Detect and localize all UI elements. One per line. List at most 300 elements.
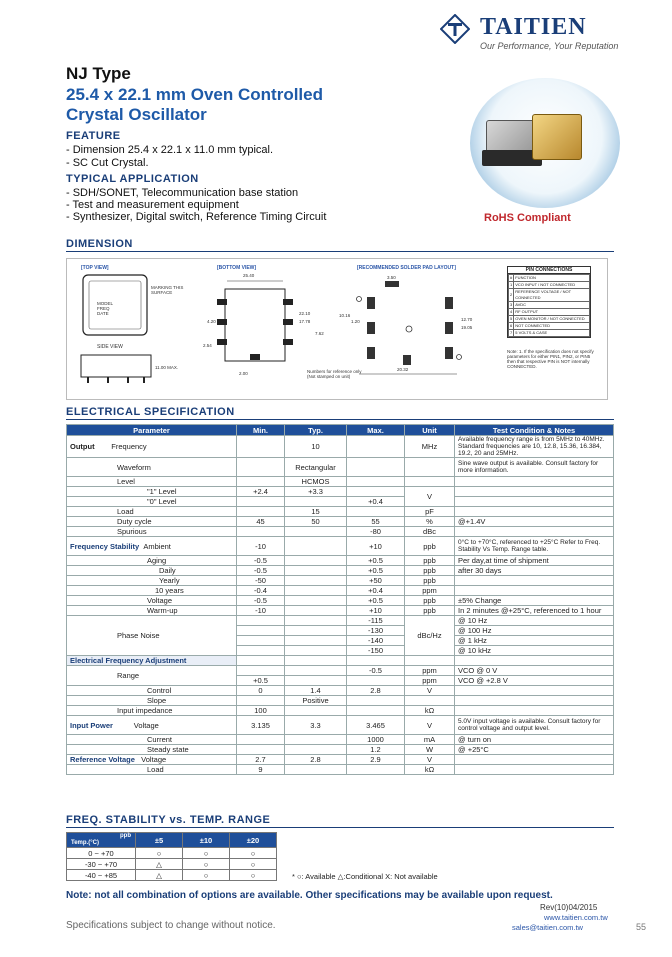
unit-cell: ppm [405, 586, 455, 596]
dim-label: 3.50 [387, 275, 396, 280]
pin-function: 5 VOLTS & CASE [514, 330, 590, 337]
availability: ○ [136, 848, 183, 859]
dim-label: 2.54 [203, 343, 212, 348]
note-cell [455, 755, 614, 765]
dim-label: 22.10 [299, 311, 311, 316]
pin-function: VCO INPUT / NOT CONNECTED [514, 282, 590, 289]
note-cell: VCO @ 0 V [455, 666, 614, 676]
max-cell [347, 487, 405, 497]
bottom-view-label: [BOTTOM VIEW] [217, 265, 257, 271]
max-cell [347, 458, 405, 477]
param-cell: Daily [67, 566, 237, 576]
table-row [67, 716, 614, 735]
min-cell: 3.135 [237, 716, 285, 735]
table-row [67, 586, 614, 596]
pin-row [509, 316, 590, 323]
numbers-note: Numbers for reference only (Not stamped on unit) [307, 369, 362, 379]
pin-row [509, 289, 590, 302]
unit-cell: V [405, 686, 455, 696]
max-cell: 55 [347, 517, 405, 527]
note-cell: @ 1 kHz [455, 636, 614, 646]
note-cell: after 30 days [455, 566, 614, 576]
availability: △ [136, 870, 183, 881]
unit-cell: W [405, 745, 455, 755]
typ-cell [285, 566, 347, 576]
min-cell: +2.4 [237, 487, 285, 497]
unit-cell [405, 696, 455, 706]
min-cell: 0 [237, 686, 285, 696]
unit-cell: ppb [405, 537, 455, 556]
min-cell [237, 696, 285, 706]
group-label: Input Power [70, 720, 113, 730]
typ-cell [285, 646, 347, 656]
pin-row [509, 275, 590, 282]
unit-cell: ppm [405, 666, 455, 676]
unit-cell: ppb [405, 566, 455, 576]
section-divider [66, 419, 614, 420]
dim-label: 12.70 [461, 317, 473, 322]
unit-cell [405, 656, 455, 666]
param-cell: Voltage [67, 596, 237, 606]
typ-cell [285, 586, 347, 596]
table-row [67, 696, 614, 706]
feature-item: - Dimension 25.4 x 22.1 x 11.0 mm typical. [66, 144, 274, 156]
max-cell: -0.5 [347, 666, 405, 676]
unit-cell: ppb [405, 556, 455, 566]
dim-label: 17.78 [299, 319, 311, 324]
unit-cell: MHz [405, 436, 455, 458]
typ-cell [285, 636, 347, 646]
table-row [67, 706, 614, 716]
max-cell [347, 676, 405, 686]
max-cell: +0.5 [347, 596, 405, 606]
min-cell [237, 656, 285, 666]
min-cell [237, 497, 285, 507]
min-cell [237, 636, 285, 646]
param-cell [67, 755, 237, 765]
max-cell [347, 656, 405, 666]
unit-cell: ppm [405, 676, 455, 686]
pin-function: NOT CONNECTED [514, 323, 590, 330]
max-cell: +10 [347, 606, 405, 616]
typ-cell: Rectangular [285, 458, 347, 477]
note-cell [455, 497, 614, 507]
pin-title: PIN CONNECTIONS [508, 267, 590, 274]
unit-cell: dBc [405, 527, 455, 537]
column-header: Min. [237, 425, 285, 436]
param-cell: Duty cycle [67, 517, 237, 527]
product-title-line2: Crystal Oscillator [66, 105, 207, 124]
note-cell: @ 10 kHz [455, 646, 614, 656]
min-cell: -10 [237, 537, 285, 556]
pin-no: 3 [510, 302, 513, 307]
note-cell [455, 507, 614, 517]
note-cell [455, 576, 614, 586]
table-row [67, 576, 614, 586]
availability: ○ [183, 870, 230, 881]
typ-cell [285, 765, 347, 775]
pin-no: 6 [510, 323, 513, 328]
marking-label: MARKING THIS SURFACE [151, 285, 184, 295]
corner-temp: Temp.(°C) [71, 840, 99, 846]
table-row [67, 487, 614, 497]
feature-heading: FEATURE [66, 130, 121, 142]
typ-cell: 3.3 [285, 716, 347, 735]
side-view-outline [81, 355, 151, 377]
param-cell: Warm-up [67, 606, 237, 616]
column-header: Parameter [67, 425, 237, 436]
typ-cell: 15 [285, 507, 347, 517]
unit-cell: mA [405, 735, 455, 745]
footer-notice: Specifications subject to change without notice. [66, 920, 276, 931]
note-cell: In 2 minutes @+25°C, referenced to 1 hour [455, 606, 614, 616]
electrical-spec-table [66, 424, 614, 775]
website-link[interactable]: www.taitien.com.tw [544, 913, 608, 922]
pin-function: RF OUTPUT [514, 309, 590, 316]
unit-cell: pF [405, 507, 455, 517]
table-row [67, 537, 614, 556]
pin-no: 4 [510, 309, 513, 314]
unit-cell: kΩ [405, 765, 455, 775]
dim-label: 20.32 [397, 367, 409, 372]
param-cell: Control [67, 686, 237, 696]
availability-legend: * ○: Available △:Conditional X: Not available [292, 872, 438, 881]
max-cell [347, 436, 405, 458]
max-cell: +0.5 [347, 566, 405, 576]
top-view-label: [TOP VIEW] [81, 265, 109, 271]
note-cell [455, 706, 614, 716]
min-cell: -10 [237, 606, 285, 616]
table-header [67, 425, 614, 436]
application-heading: TYPICAL APPLICATION [66, 173, 199, 185]
bottom-view-outline [225, 289, 285, 361]
table-row [67, 859, 277, 870]
taitien-logo-icon [440, 14, 470, 44]
max-cell: +0.5 [347, 556, 405, 566]
unit-cell: V [405, 716, 455, 735]
max-cell: +10 [347, 537, 405, 556]
pin-row [509, 309, 590, 316]
min-cell: -0.5 [237, 556, 285, 566]
min-cell: -50 [237, 576, 285, 586]
pin-no: 7 [510, 330, 513, 335]
param-label: Voltage [133, 720, 159, 730]
max-cell: 3.465 [347, 716, 405, 735]
product-type: NJ Type [66, 64, 131, 83]
corner-ppb: ppb [120, 833, 131, 839]
pin-function: AVDC [514, 302, 590, 309]
note-cell [455, 656, 614, 666]
max-cell [347, 696, 405, 706]
param-cell: Load [67, 507, 237, 517]
table-row [67, 848, 277, 859]
freq-stability-heading: FREQ. STABILITY vs. TEMP. RANGE [66, 814, 271, 826]
max-cell: -140 [347, 636, 405, 646]
min-cell [237, 458, 285, 477]
typ-cell: 1.4 [285, 686, 347, 696]
typ-cell [285, 556, 347, 566]
pin-no: # [510, 275, 513, 280]
column-header: Typ. [285, 425, 347, 436]
max-cell: -150 [347, 646, 405, 656]
availability: △ [136, 859, 183, 870]
dim-label: 1.20 [351, 319, 360, 324]
unit-cell: ppb [405, 596, 455, 606]
temp-range: -30 ~ +70 [67, 859, 136, 870]
brand-slogan: Our Performance, Your Reputation [480, 41, 619, 51]
param-cell: Load [67, 765, 237, 775]
param-label: Ambient [143, 541, 171, 551]
typ-cell: 2.8 [285, 755, 347, 765]
min-cell: +0.5 [237, 676, 285, 686]
min-cell: -0.5 [237, 596, 285, 606]
pin-function: REFERENCE VOLTAGE / NOT CONNECTED [514, 289, 590, 302]
pin-function: FUNCTION [514, 275, 590, 282]
min-cell: 2.7 [237, 755, 285, 765]
column-header: Unit [405, 425, 455, 436]
table-row [67, 556, 614, 566]
min-cell [237, 527, 285, 537]
param-cell: Aging [67, 556, 237, 566]
typ-cell [285, 576, 347, 586]
min-cell [237, 646, 285, 656]
pin-row [509, 323, 590, 330]
note-cell: Sine wave output is available. Consult factory for more information. [455, 458, 614, 477]
table-row [67, 745, 614, 755]
note-cell: Available frequency range is from 5MHz to 40MHz. Standard frequencies are 10, 12.8, 15.36, 16.384, 19.2, 20 and 25MHz. [455, 436, 614, 458]
max-cell: 2.8 [347, 686, 405, 696]
param-cell: Current [67, 735, 237, 745]
min-cell [237, 626, 285, 636]
pin-connections-table [507, 266, 591, 338]
pin-row [509, 330, 590, 337]
availability: ○ [230, 870, 277, 881]
unit-cell: % [405, 517, 455, 527]
unit-cell: kΩ [405, 706, 455, 716]
product-title-line1: 25.4 x 22.1 mm Oven Controlled [66, 85, 323, 104]
pin-function: OVEN MONITOR / NOT CONNECTED [514, 316, 590, 323]
max-cell: 2.9 [347, 755, 405, 765]
typ-cell [285, 626, 347, 636]
table-row [67, 606, 614, 616]
typ-cell: HCMOS [285, 477, 347, 487]
section-divider [66, 827, 614, 828]
typ-cell [285, 666, 347, 676]
min-cell [237, 735, 285, 745]
min-cell [237, 436, 285, 458]
corner-header [67, 833, 136, 848]
note-cell [455, 686, 614, 696]
freq-stability-table [66, 832, 277, 881]
dim-label: 25.40 [243, 273, 255, 278]
note-cell: @ 100 Hz [455, 626, 614, 636]
dimension-heading: DIMENSION [66, 238, 133, 250]
note-cell [455, 487, 614, 497]
group-label: Frequency Stability [70, 541, 140, 551]
column-header: Max. [347, 425, 405, 436]
temp-range: -40 ~ +85 [67, 870, 136, 881]
unit-cell: ppb [405, 606, 455, 616]
note-cell: @ +25°C [455, 745, 614, 755]
section-divider [66, 251, 614, 252]
group-label: Electrical Frequency Adjustment [67, 656, 237, 666]
unit-cell: V [405, 487, 455, 507]
rohs-badge: RoHS Compliant [484, 212, 571, 224]
note-cell: @ 10 Hz [455, 616, 614, 626]
min-cell: 9 [237, 765, 285, 775]
typ-cell [285, 527, 347, 537]
electrical-heading: ELECTRICAL SPECIFICATION [66, 406, 235, 418]
table-row [67, 735, 614, 745]
max-cell [347, 765, 405, 775]
max-cell: -130 [347, 626, 405, 636]
max-cell: +0.4 [347, 497, 405, 507]
email-link[interactable]: sales@taitien.com.tw [512, 923, 583, 932]
pin-no: 2 [509, 289, 514, 302]
note-cell: @ turn on [455, 735, 614, 745]
note-cell [455, 696, 614, 706]
max-cell: 1.2 [347, 745, 405, 755]
pin-row [509, 282, 590, 289]
max-cell [347, 477, 405, 487]
options-note: Note: not all combination of options are available. Other specifications may be available upon request. [66, 890, 553, 901]
param-cell: Range [67, 666, 237, 686]
note-cell: VCO @ +2.8 V [455, 676, 614, 686]
table-row [67, 517, 614, 527]
param-cell: Slope [67, 696, 237, 706]
param-cell: "0" Level [67, 497, 237, 507]
table-row [67, 497, 614, 507]
group-label: Reference Voltage [70, 755, 135, 764]
param-cell: Steady state [67, 745, 237, 755]
pin-note: Note: 1. If the specification does not specify parameters for either PIN1, PIN2, or PIN5 then that respective PIN is NOT internally CONNECTED. [507, 349, 594, 369]
param-cell: Phase Noise [67, 616, 237, 656]
param-cell: "1" Level [67, 487, 237, 497]
param-cell: Level [67, 477, 237, 487]
application-item: - SDH/SONET, Telecommunication base station [66, 187, 299, 199]
min-cell [237, 616, 285, 626]
taitien-logo [440, 14, 640, 54]
column-header: ±5 [136, 833, 183, 848]
min-cell [237, 477, 285, 487]
max-cell: -80 [347, 527, 405, 537]
pad-layout-label: [RECOMMENDED SOLDER PAD LAYOUT] [357, 265, 456, 271]
param-cell: Spurious [67, 527, 237, 537]
max-cell: +0.4 [347, 586, 405, 596]
typ-cell: 10 [285, 436, 347, 458]
pin-no: 1 [510, 282, 513, 287]
column-header: ±20 [230, 833, 277, 848]
min-cell [237, 507, 285, 517]
min-cell: -0.4 [237, 586, 285, 596]
application-item: - Test and measurement equipment [66, 199, 239, 211]
dim-label: 11.00 MAX. [155, 365, 179, 370]
table-row [67, 527, 614, 537]
availability: ○ [230, 859, 277, 870]
param-cell [67, 537, 237, 556]
availability: ○ [183, 859, 230, 870]
typ-cell: 50 [285, 517, 347, 527]
typ-cell [285, 656, 347, 666]
revision: Rev(10)04/2015 [540, 903, 598, 912]
table-row [67, 656, 614, 666]
note-cell [455, 765, 614, 775]
unit-cell [405, 458, 455, 477]
max-cell: +50 [347, 576, 405, 586]
oscillator-image-gold [532, 114, 582, 160]
table-row [67, 507, 614, 517]
dimension-drawing [66, 258, 608, 400]
page-number: 55 [636, 922, 647, 932]
table-row [67, 436, 614, 458]
feature-item: - SC Cut Crystal. [66, 157, 149, 169]
min-cell: 100 [237, 706, 285, 716]
param-cell: Waveform [67, 458, 237, 477]
dim-label: 10.16 [339, 313, 351, 318]
model-label: MODEL FREQ DATE [97, 301, 113, 316]
dimension-drawing-svg [67, 259, 507, 399]
pin-row [509, 302, 590, 309]
max-cell: -115 [347, 616, 405, 626]
min-cell [237, 745, 285, 755]
param-cell: Yearly [67, 576, 237, 586]
table-row [67, 755, 614, 765]
typ-cell: Positive [285, 696, 347, 706]
typ-cell [285, 676, 347, 686]
max-cell [347, 507, 405, 517]
min-cell: -0.5 [237, 566, 285, 576]
note-cell [455, 586, 614, 596]
param-cell [67, 436, 237, 458]
typ-cell [285, 745, 347, 755]
unit-cell: dBc/Hz [405, 616, 455, 656]
unit-cell: ppb [405, 576, 455, 586]
note-cell: Per day,at time of shipment [455, 556, 614, 566]
note-cell [455, 477, 614, 487]
brand-name: TAITIEN [480, 14, 587, 40]
side-view-label: SIDE VIEW [97, 344, 123, 350]
dim-label: 19.05 [461, 325, 473, 330]
note-cell: 5.0V input voltage is available. Consult factory for control voltage and output level. [455, 716, 614, 735]
table-row [67, 686, 614, 696]
typ-cell [285, 735, 347, 745]
typ-cell [285, 706, 347, 716]
application-item: - Synthesizer, Digital switch, Reference Timing Circuit [66, 211, 327, 223]
param-cell: Input impedance [67, 706, 237, 716]
table-row [67, 870, 277, 881]
column-header: ±10 [183, 833, 230, 848]
typ-cell [285, 606, 347, 616]
typ-cell: +3.3 [285, 487, 347, 497]
min-cell [237, 666, 285, 676]
unit-cell: V [405, 755, 455, 765]
unit-cell [405, 477, 455, 487]
dim-label: 7.62 [315, 331, 324, 336]
table-row [67, 616, 614, 626]
param-cell: 10 years [67, 586, 237, 596]
typ-cell [285, 537, 347, 556]
group-label: Output [70, 442, 95, 451]
min-cell: 45 [237, 517, 285, 527]
availability: ○ [230, 848, 277, 859]
param-label: Voltage [141, 755, 167, 764]
column-header: Test Condition & Notes [455, 425, 614, 436]
dim-label: 4.20 [207, 319, 216, 324]
typ-cell [285, 616, 347, 626]
table-header [67, 833, 277, 848]
temp-range: 0 ~ +70 [67, 848, 136, 859]
note-cell: 0°C to +70°C, referenced to +25°C Refer to Freq. Stability Vs Temp. Range table. [455, 537, 614, 556]
